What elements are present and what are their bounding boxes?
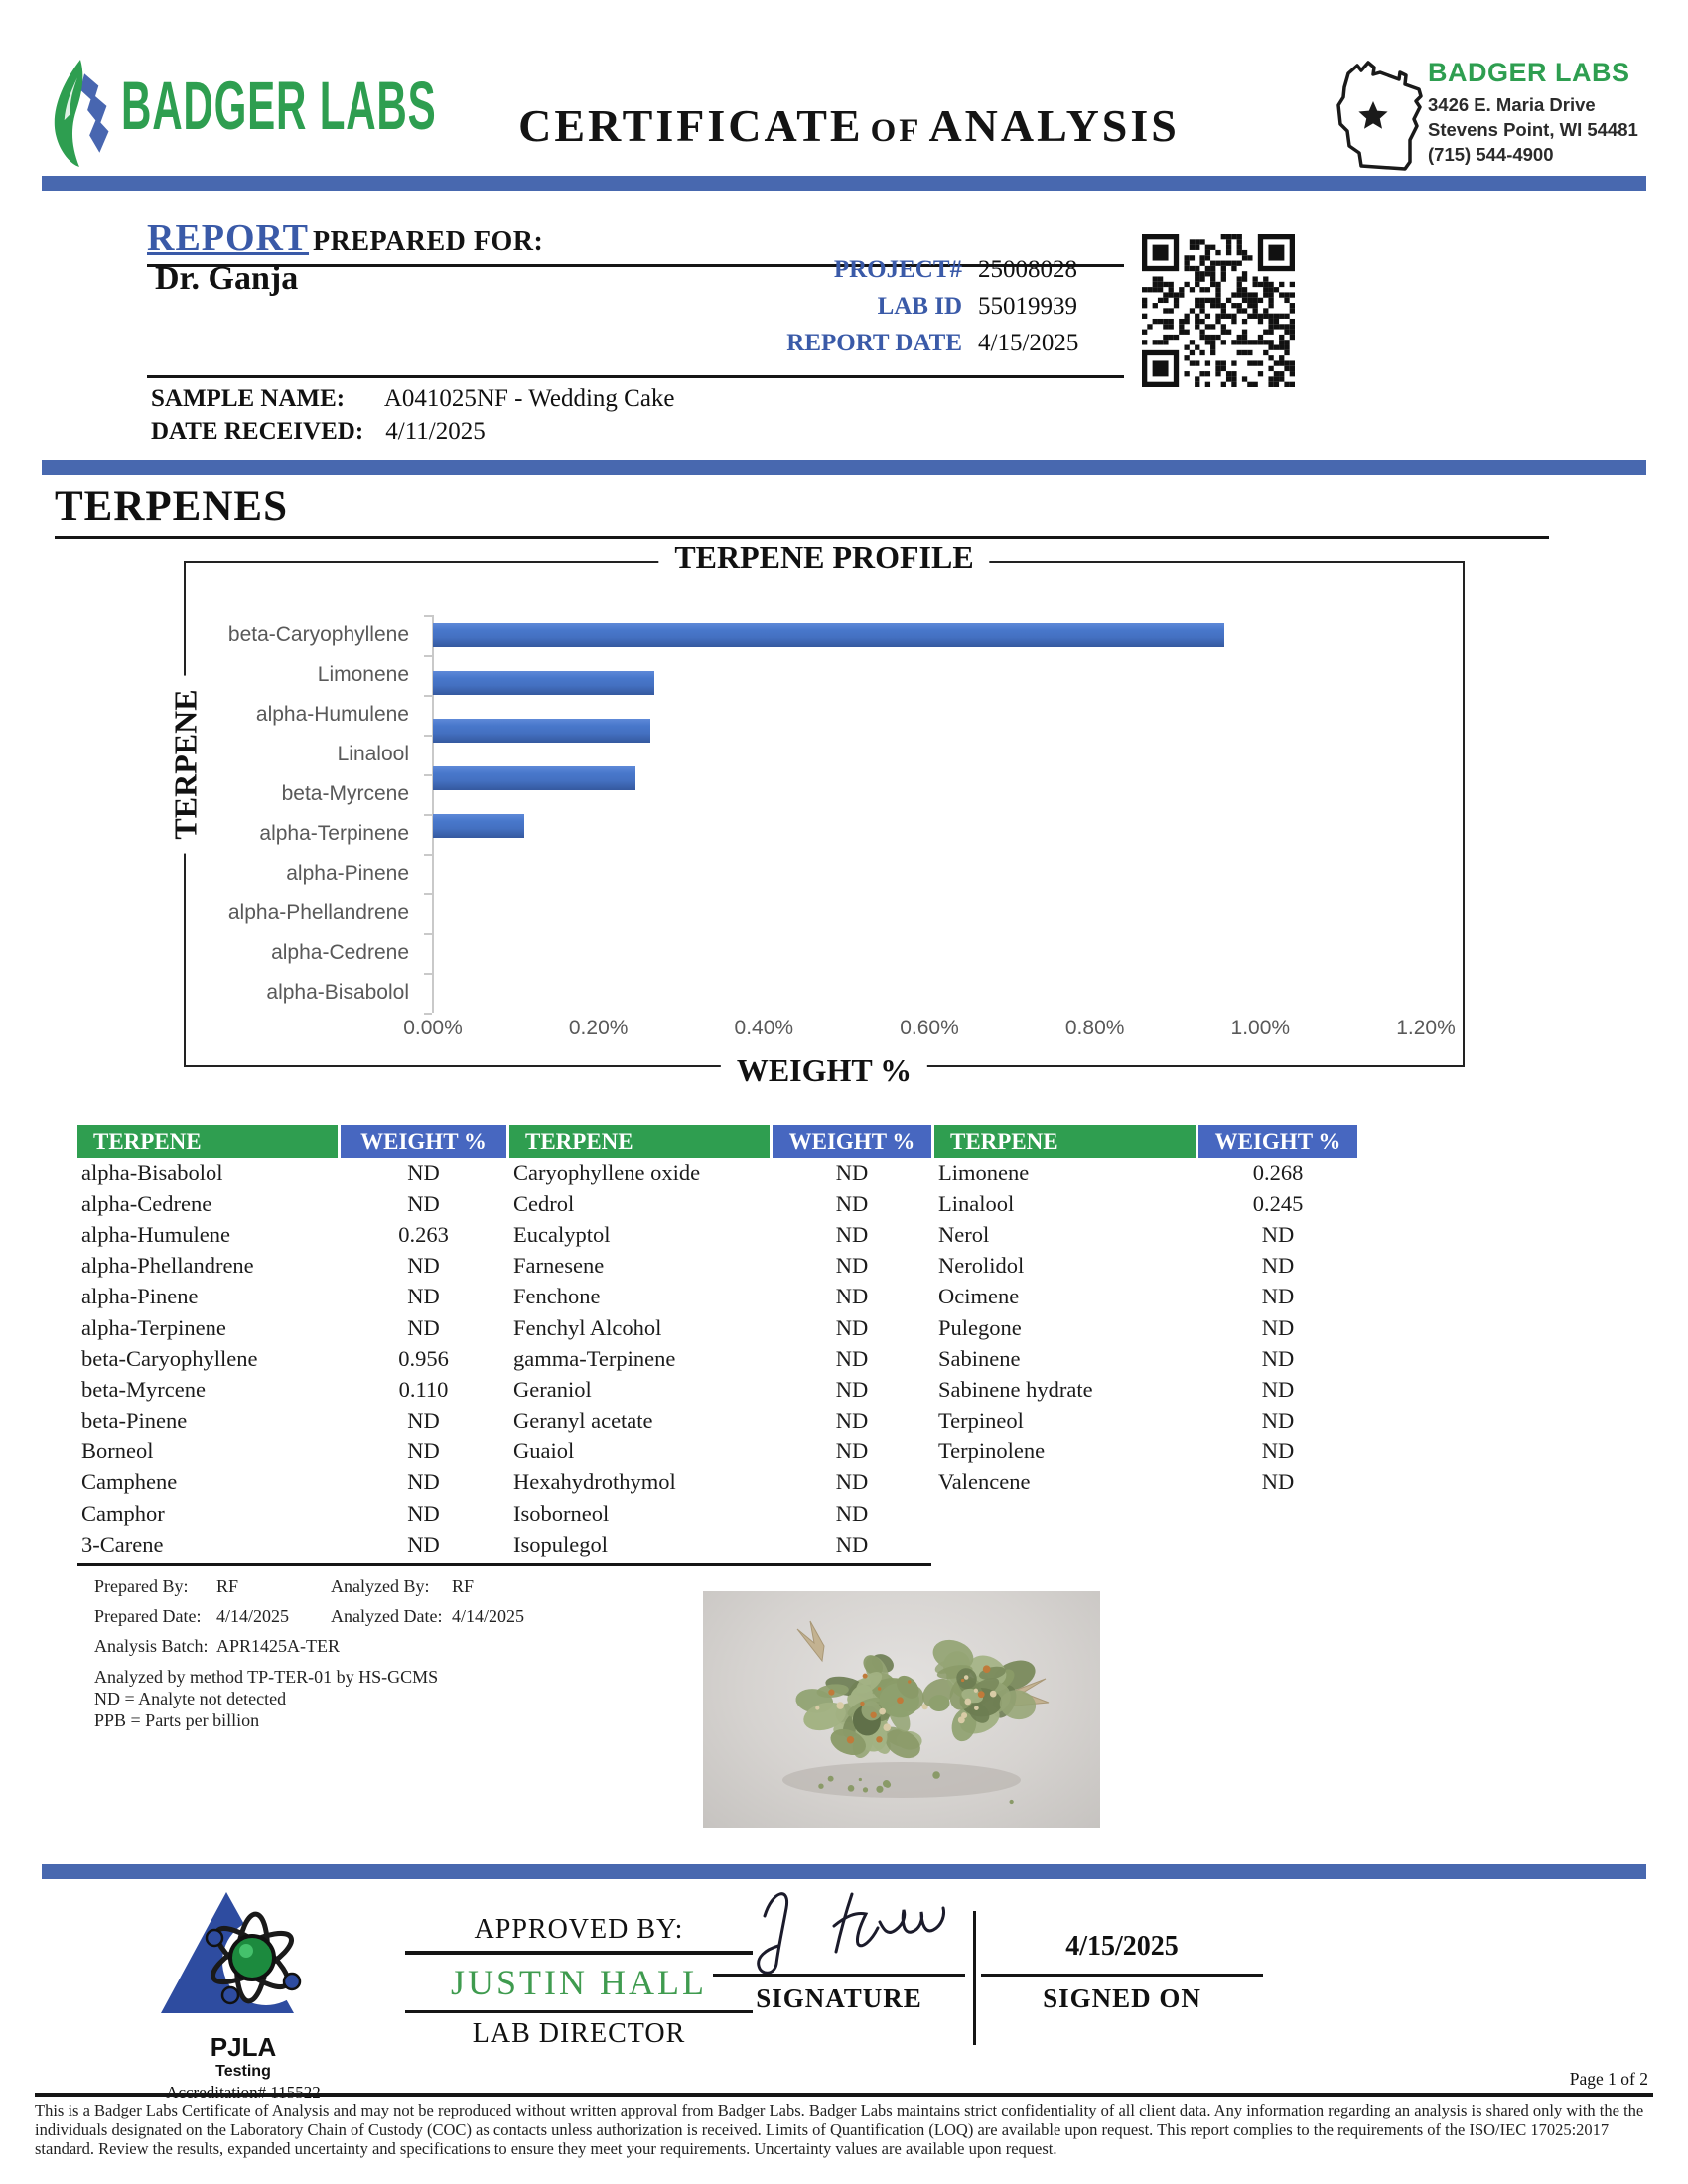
table-header-terpene: TERPENE xyxy=(934,1125,1196,1158)
chart-category-row xyxy=(433,893,1426,933)
report-field-label: PROJECT# xyxy=(833,256,962,283)
chart-y-axis-label: TERPENE xyxy=(166,675,207,853)
footnote-cell: APR1425A-TER xyxy=(216,1636,341,1656)
signed-on-line xyxy=(981,1974,1263,1977)
lab-name: BADGER LABS xyxy=(1428,58,1630,87)
signature-line xyxy=(713,1974,965,1977)
chart-category-row xyxy=(433,719,1426,758)
title-analysis: ANALYSIS xyxy=(928,100,1180,151)
terpene-name-cell: Ocimene xyxy=(938,1284,1020,1309)
approver-title: LAB DIRECTOR xyxy=(472,2018,686,2049)
terpene-name-cell: Geraniol xyxy=(513,1376,592,1402)
terpene-name-cell: Isopulegol xyxy=(513,1531,608,1557)
weight-value-cell: ND xyxy=(835,1314,869,1340)
qr-code xyxy=(1142,234,1295,387)
approved-rule-top xyxy=(405,1951,753,1955)
footer-rule xyxy=(35,2093,1653,2097)
chart-x-tick-label: 1.20% xyxy=(1396,1017,1456,1039)
chart-bar xyxy=(433,719,650,743)
chart-bar xyxy=(433,671,654,695)
lab-address-line1: 3426 E. Maria Drive xyxy=(1428,94,1596,115)
chart-axis-tickmark xyxy=(424,1013,432,1015)
terpene-name-cell: Sabinene hydrate xyxy=(938,1376,1093,1402)
chart-category-row xyxy=(433,933,1426,973)
signature-image xyxy=(735,1878,963,1978)
weight-value-cell: ND xyxy=(407,1253,440,1279)
footnote-row xyxy=(94,1636,650,1666)
terpene-name-cell: alpha-Humulene xyxy=(81,1221,230,1247)
weight-value-cell: 0.245 xyxy=(1252,1190,1304,1216)
weight-value-cell: ND xyxy=(835,1284,869,1309)
footnote-cell: Prepared Date: xyxy=(94,1606,202,1626)
footnote-line: ND = Analyte not detected xyxy=(94,1689,287,1708)
terpene-name-cell: 3-Carene xyxy=(81,1531,164,1557)
chart-category-label: Limonene xyxy=(317,663,409,686)
weight-value-cell: ND xyxy=(407,1284,440,1309)
chart-bar xyxy=(433,766,635,790)
footer-divider-bar xyxy=(42,1864,1646,1879)
report-field-value: 25008028 xyxy=(978,256,1077,283)
chart-axis-tickmark xyxy=(424,854,432,856)
terpene-name-cell: alpha-Pinene xyxy=(81,1284,199,1309)
footnote-cell: Prepared By: xyxy=(94,1576,189,1596)
terpene-profile-chart xyxy=(167,539,1465,1088)
report-field-label: REPORT DATE xyxy=(786,330,962,356)
weight-value-cell: ND xyxy=(1261,1408,1295,1433)
sample-name-value: A041025NF - Wedding Cake xyxy=(383,385,675,412)
weight-value-cell: ND xyxy=(835,1221,869,1247)
terpene-name-cell: Limonene xyxy=(938,1160,1030,1185)
terpene-name-cell: Caryophyllene oxide xyxy=(513,1160,701,1185)
weight-value-cell: 0.110 xyxy=(398,1376,449,1402)
chart-x-axis-label: WEIGHT % xyxy=(721,1052,927,1089)
terpene-name-cell: Terpinolene xyxy=(938,1438,1046,1464)
chart-axis-tickmark xyxy=(424,973,432,975)
report-field-row xyxy=(784,293,1127,321)
pjla-sub: Testing xyxy=(215,2063,271,2080)
weight-value-cell: ND xyxy=(835,1408,869,1433)
terpene-name-cell: Nerol xyxy=(938,1221,990,1247)
terpene-table-weight-column xyxy=(1198,1125,1357,1560)
sample-photo xyxy=(703,1591,1100,1828)
weight-value-cell: ND xyxy=(835,1469,869,1495)
terpene-table-weight-column xyxy=(341,1125,506,1560)
chart-x-tick-label: 0.00% xyxy=(403,1017,463,1039)
pjla-logo-icon xyxy=(149,1886,338,2025)
chart-category-row xyxy=(433,973,1426,1013)
terpene-name-cell: gamma-Terpinene xyxy=(513,1345,676,1371)
lab-address-line2: Stevens Point, WI 54481 xyxy=(1428,119,1638,140)
report-field-row xyxy=(784,256,1127,284)
chart-x-tick-label: 0.20% xyxy=(568,1017,629,1039)
weight-value-cell: ND xyxy=(1261,1253,1295,1279)
weight-value-cell: ND xyxy=(835,1376,869,1402)
chart-axis-tickmark xyxy=(424,893,432,895)
terpene-name-cell: beta-Pinene xyxy=(81,1408,188,1433)
chart-category-row xyxy=(433,766,1426,806)
table-header-weight: WEIGHT % xyxy=(773,1125,931,1158)
chart-bar xyxy=(433,623,1224,647)
chart-x-tick-label: 1.00% xyxy=(1230,1017,1291,1039)
terpene-name-cell: Fenchone xyxy=(513,1284,601,1309)
chart-category-label: beta-Myrcene xyxy=(281,782,409,805)
weight-value-cell: 0.956 xyxy=(398,1345,449,1371)
weight-value-cell: ND xyxy=(1261,1284,1295,1309)
badger-leaf-logo-icon xyxy=(46,58,117,169)
terpenes-section-heading: TERPENES xyxy=(55,483,289,530)
terpene-name-cell: Farnesene xyxy=(513,1253,605,1279)
table-header-terpene: TERPENE xyxy=(509,1125,770,1158)
chart-category-label: alpha-Phellandrene xyxy=(227,901,409,924)
signed-on-date: 4/15/2025 xyxy=(1065,1931,1179,1962)
terpene-name-cell: Nerolidol xyxy=(938,1253,1025,1279)
weight-value-cell: ND xyxy=(407,1408,440,1433)
weight-value-cell: ND xyxy=(835,1500,869,1526)
terpene-name-cell: alpha-Phellandrene xyxy=(81,1253,254,1279)
cannabis-bud-image xyxy=(703,1591,1100,1828)
approved-by-label: APPROVED BY: xyxy=(474,1914,684,1945)
weight-value-cell: ND xyxy=(1261,1469,1295,1495)
terpene-name-cell: Borneol xyxy=(81,1438,154,1464)
badger-labs-logo-text: BADGER LABS xyxy=(121,68,437,145)
footnote-cell: RF xyxy=(216,1576,239,1596)
terpene-name-cell: Pulegone xyxy=(938,1314,1022,1340)
page-number: Page 1 of 2 xyxy=(1569,2069,1648,2089)
footnote-row xyxy=(94,1606,650,1636)
footnote-cell: Analyzed Date: xyxy=(331,1606,443,1626)
terpene-table-name-column xyxy=(77,1125,338,1560)
terpene-name-cell: Camphene xyxy=(81,1469,178,1495)
lab-address-block xyxy=(1428,58,1688,167)
weight-value-cell: ND xyxy=(407,1500,440,1526)
terpene-name-cell: Eucalyptol xyxy=(513,1221,611,1247)
weight-value-cell: ND xyxy=(1261,1438,1295,1464)
pjla-accreditation-block xyxy=(149,1886,338,2103)
chart-category-label: alpha-Cedrene xyxy=(271,941,409,964)
chart-axis-tickmark xyxy=(424,695,432,697)
footnote-cell: Analysis Batch: xyxy=(94,1636,209,1656)
chart-category-label: beta-Caryophyllene xyxy=(227,623,409,646)
terpene-name-cell: Isoborneol xyxy=(513,1500,610,1526)
terpene-name-cell: Cedrol xyxy=(513,1190,575,1216)
table-header-weight: WEIGHT % xyxy=(341,1125,506,1158)
approval-vertical-divider xyxy=(973,1911,976,2045)
weight-value-cell: ND xyxy=(835,1160,869,1185)
chart-x-tick-label: 0.60% xyxy=(900,1017,959,1039)
weight-value-cell: 0.268 xyxy=(1252,1160,1304,1185)
chart-axis-tickmark xyxy=(424,615,432,617)
weight-value-cell: ND xyxy=(1261,1314,1295,1340)
page-title xyxy=(427,99,1271,152)
footnote-cell: 4/14/2025 xyxy=(452,1606,525,1626)
terpene-name-cell: Sabinene xyxy=(938,1345,1021,1371)
analysis-footnotes xyxy=(94,1576,650,1731)
weight-value-cell: ND xyxy=(835,1438,869,1464)
chart-axis-tickmark xyxy=(424,774,432,776)
disclaimer-line: standard. Review the results, expanded uncertainty and specifications to ensure they meet your requirements. Uncertainty values are available upon request. xyxy=(35,2139,1057,2158)
terpene-table-name-column xyxy=(934,1125,1196,1560)
title-of: OF xyxy=(870,113,922,149)
disclaimer-text xyxy=(35,2101,1663,2159)
terpene-name-cell: Fenchyl Alcohol xyxy=(513,1314,662,1340)
date-received-row xyxy=(151,418,486,446)
chart-axis-tickmark xyxy=(424,933,432,935)
chart-category-label: alpha-Pinene xyxy=(286,862,409,885)
table-header-terpene: TERPENE xyxy=(77,1125,338,1158)
section-divider-bar xyxy=(42,460,1646,475)
chart-category-labels xyxy=(186,615,421,1013)
weight-value-cell: ND xyxy=(835,1345,869,1371)
sample-name-label: SAMPLE NAME: xyxy=(151,385,346,412)
weight-value-cell: ND xyxy=(407,1314,440,1340)
footnote-cell: RF xyxy=(452,1576,475,1596)
client-name: Dr. Ganja xyxy=(155,260,299,297)
report-field-label: LAB ID xyxy=(877,293,962,320)
chart-category-label: alpha-Terpinene xyxy=(259,822,409,845)
weight-value-cell: ND xyxy=(407,1438,440,1464)
terpene-name-cell: Hexahydrothymol xyxy=(513,1469,676,1495)
terpene-name-cell: alpha-Terpinene xyxy=(81,1314,226,1340)
chart-category-row xyxy=(433,671,1426,711)
report-field-value: 55019939 xyxy=(978,293,1077,320)
terpene-name-cell: beta-Myrcene xyxy=(81,1376,206,1402)
terpene-name-cell: beta-Caryophyllene xyxy=(81,1345,258,1371)
report-heading-word: REPORT xyxy=(147,217,310,259)
chart-x-tick-label: 0.80% xyxy=(1064,1017,1125,1039)
footnote-line: PPB = Parts per billion xyxy=(94,1710,260,1730)
approved-rule-bottom xyxy=(405,2010,753,2014)
chart-title: TERPENE PROFILE xyxy=(658,539,989,576)
weight-value-cell: ND xyxy=(407,1190,440,1216)
approved-by-block xyxy=(405,1914,753,2050)
chart-x-tick-label: 0.40% xyxy=(734,1017,794,1039)
lab-phone: (715) 544-4900 xyxy=(1428,144,1554,165)
terpene-name-cell: Terpineol xyxy=(938,1408,1024,1433)
chart-category-row xyxy=(433,623,1426,663)
wisconsin-state-icon xyxy=(1321,46,1430,197)
signature-label: SIGNATURE xyxy=(756,1983,922,2013)
terpene-name-cell: Geranyl acetate xyxy=(513,1408,653,1433)
weight-value-cell: ND xyxy=(407,1469,440,1495)
footnote-cell: 4/14/2025 xyxy=(216,1606,290,1626)
weight-value-cell: ND xyxy=(1261,1345,1295,1371)
weight-value-cell: ND xyxy=(835,1253,869,1279)
chart-axis-tickmark xyxy=(424,735,432,737)
terpene-name-cell: Valencene xyxy=(938,1469,1031,1495)
chart-bar xyxy=(433,814,524,838)
report-field-value: 4/15/2025 xyxy=(978,330,1079,356)
report-divider-line xyxy=(147,375,1124,378)
pjla-name: PJLA xyxy=(210,2032,277,2062)
chart-axis-tickmark xyxy=(424,655,432,657)
terpene-name-cell: Guaiol xyxy=(513,1438,575,1464)
terpene-name-cell: alpha-Bisabolol xyxy=(81,1160,223,1185)
date-received-label: DATE RECEIVED: xyxy=(151,418,364,445)
sample-name-row xyxy=(151,385,675,413)
prepared-for-label: PREPARED FOR: xyxy=(313,226,544,257)
date-received-value: 4/11/2025 xyxy=(385,418,486,445)
terpene-name-cell: alpha-Cedrene xyxy=(81,1190,212,1216)
weight-value-cell: ND xyxy=(835,1531,869,1557)
chart-category-row xyxy=(433,814,1426,854)
weight-value-cell: ND xyxy=(835,1190,869,1216)
footnote-cell: Analyzed By: xyxy=(331,1576,430,1596)
weight-value-cell: ND xyxy=(1261,1376,1295,1402)
disclaimer-line: This is a Badger Labs Certificate of Analysis and may not be reproduced without written approval from Badger Labs. Badger Labs maintains strict confidentiality of all client data. Any information regarding an analysis is shared only with the the xyxy=(35,2101,1644,2119)
weight-value-cell: ND xyxy=(407,1531,440,1557)
terpene-table-name-column xyxy=(509,1125,770,1560)
report-fields xyxy=(784,256,1127,366)
terpene-name-cell: Linalool xyxy=(938,1190,1015,1216)
weight-value-cell: ND xyxy=(1261,1221,1295,1247)
table-bottom-rule xyxy=(77,1563,931,1566)
approver-name: JUSTIN HALL xyxy=(451,1962,707,2002)
chart-category-label: Linalool xyxy=(337,743,409,765)
footnote-line: Analyzed by method TP-TER-01 by HS-GCMS xyxy=(94,1667,439,1687)
signed-on-label: SIGNED ON xyxy=(1043,1983,1201,2013)
weight-value-cell: 0.263 xyxy=(398,1221,449,1247)
terpene-table-weight-column xyxy=(773,1125,931,1560)
terpene-name-cell: Camphor xyxy=(81,1500,165,1526)
chart-axis-tickmark xyxy=(424,814,432,816)
disclaimer-line: individuals designated on the Laboratory Chain of Custody (COC) as contacts unless authorization is received. Limits of Quantification (LOQ) are available upon request. This report complies to the requirements of the ISO/IEC 17025:2017 xyxy=(35,2119,1610,2139)
chart-category-label: alpha-Bisabolol xyxy=(266,981,409,1004)
terpene-results-table xyxy=(77,1125,1357,1560)
chart-bars xyxy=(433,615,1426,1052)
table-header-weight: WEIGHT % xyxy=(1198,1125,1357,1158)
chart-category-row xyxy=(433,854,1426,893)
title-certificate: CERTIFICATE xyxy=(518,100,864,151)
footnote-row xyxy=(94,1576,650,1606)
report-field-row xyxy=(784,330,1127,357)
weight-value-cell: ND xyxy=(407,1160,440,1185)
header-divider-bar xyxy=(42,176,1646,191)
chart-category-label: alpha-Humulene xyxy=(255,703,409,726)
